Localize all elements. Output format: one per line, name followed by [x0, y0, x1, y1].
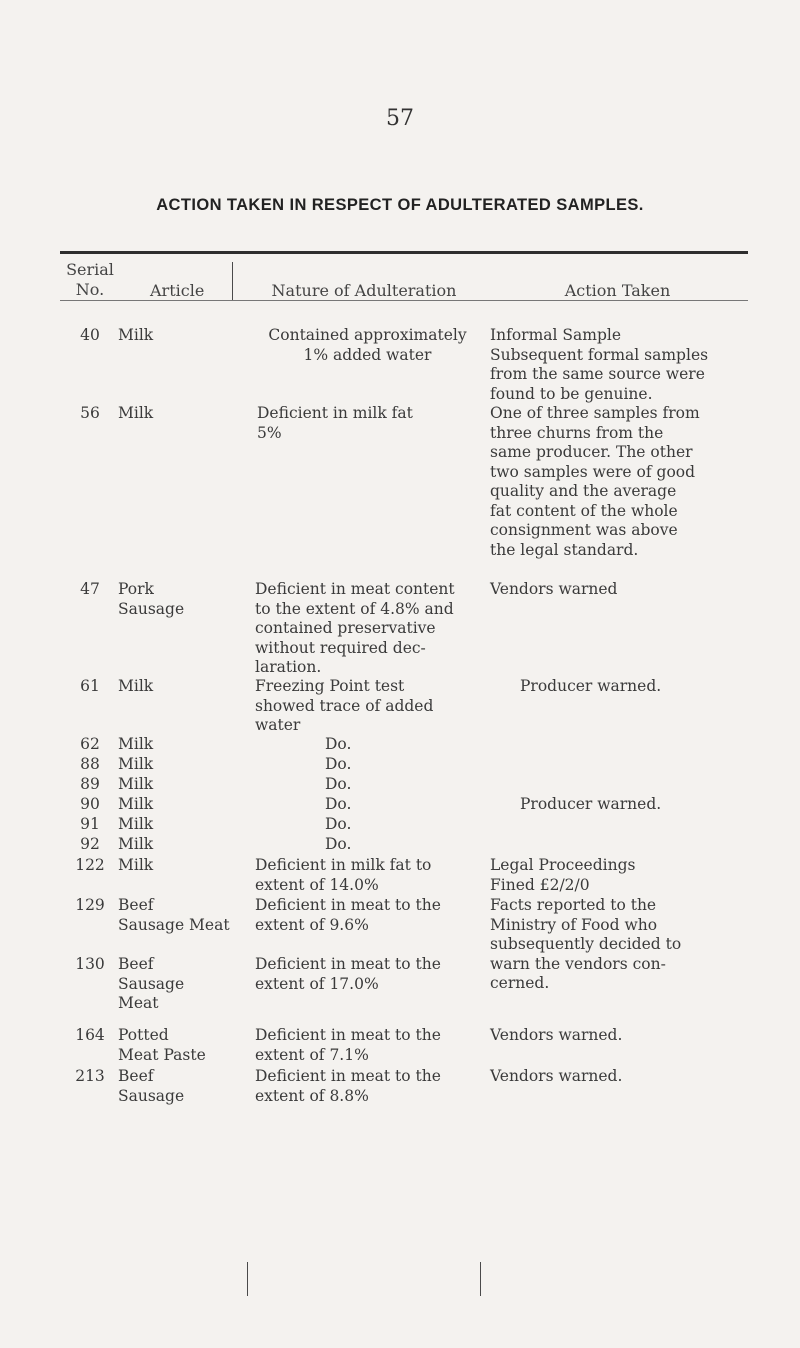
adulteration-nature: Deficient in milk fat to extent of 14.0% — [255, 856, 432, 894]
serial-number: 130 — [75, 955, 105, 973]
adulteration-nature: Deficient in meat to the extent of 8.8% — [255, 1067, 441, 1105]
page-title: ACTION TAKEN IN RESPECT OF ADULTERATED SAMPLES. — [156, 196, 644, 214]
serial-number: 90 — [80, 795, 100, 813]
article-name: Beef Sausage — [118, 1067, 185, 1105]
action-taken: Legal Proceedings Fined £2/2/0 — [490, 856, 636, 894]
adulteration-nature: Freezing Point test showed trace of added water — [255, 677, 434, 734]
article-name: Milk — [118, 815, 154, 833]
article-name: Beef Sausage Meat — [118, 896, 230, 934]
adulteration-nature: Do. — [325, 775, 352, 793]
serial-number: 61 — [80, 677, 100, 695]
column-divider — [232, 262, 233, 300]
article-name: Beef Sausage Meat — [118, 955, 185, 1012]
adulteration-nature: Do. — [325, 815, 352, 833]
column-divider — [247, 1262, 248, 1296]
action-taken: Vendors warned. — [490, 1067, 623, 1085]
article-name: Milk — [118, 795, 154, 813]
article-name: Milk — [118, 404, 154, 422]
article-name: Milk — [118, 735, 154, 753]
action-taken: Producer warned. — [520, 677, 662, 695]
action-taken: One of three samples from three churns from the same producer. The other two samples were of good quality and the average fat content of the whole consignment was above the legal standard. — [490, 404, 700, 559]
article-name: Milk — [118, 835, 154, 853]
adulteration-nature: Do. — [325, 735, 352, 753]
adulteration-nature: Do. — [325, 835, 352, 853]
action-taken: Producer warned. — [520, 795, 662, 813]
adulteration-nature: Deficient in milk fat 5% — [257, 404, 413, 442]
serial-number: 164 — [75, 1026, 105, 1044]
column-header-nature: Nature of Adulteration — [271, 281, 457, 300]
action-taken: Vendors warned — [490, 580, 618, 598]
action-taken: Informal Sample Subsequent formal samples from the same source were found to be genuine. — [490, 326, 709, 403]
serial-number: 89 — [80, 775, 100, 793]
adulteration-nature: Deficient in meat to the extent of 9.6% — [255, 896, 441, 934]
serial-number: 88 — [80, 755, 100, 773]
article-name: Milk — [118, 775, 154, 793]
adulteration-nature: Deficient in meat to the extent of 7.1% — [255, 1026, 441, 1064]
article-name: Potted Meat Paste — [118, 1026, 206, 1064]
column-header-action: Action Taken — [564, 281, 671, 300]
page-number: 57 — [386, 106, 414, 131]
serial-number: 92 — [80, 835, 100, 853]
serial-number: 91 — [80, 815, 100, 833]
adulteration-nature: Contained approximately 1% added water — [268, 326, 467, 364]
article-name: Milk — [118, 856, 154, 874]
column-header-serial: Serial No. — [66, 260, 114, 299]
adulteration-nature: Do. — [325, 755, 352, 773]
adulteration-nature: Deficient in meat to the extent of 17.0% — [255, 955, 441, 993]
article-name: Pork Sausage — [118, 580, 185, 618]
article-name: Milk — [118, 326, 154, 344]
serial-number: 122 — [75, 856, 105, 874]
action-taken: Facts reported to the Ministry of Food who subsequently decided to warn the vendors con- cerned. — [490, 896, 682, 992]
serial-number: 213 — [75, 1067, 105, 1085]
table-top-rule — [60, 251, 748, 254]
action-taken: Vendors warned. — [490, 1026, 623, 1044]
serial-number: 47 — [80, 580, 100, 598]
serial-number: 56 — [80, 404, 100, 422]
article-name: Milk — [118, 677, 154, 695]
serial-number: 62 — [80, 735, 100, 753]
adulteration-nature: Deficient in meat content to the extent of 4.8% and contained preservative without required dec- laration. — [255, 580, 455, 676]
adulteration-nature: Do. — [325, 795, 352, 813]
column-header-article: Article — [150, 281, 205, 300]
column-divider — [480, 1262, 481, 1296]
article-name: Milk — [118, 755, 154, 773]
serial-number: 129 — [75, 896, 105, 914]
serial-number: 40 — [80, 326, 100, 344]
